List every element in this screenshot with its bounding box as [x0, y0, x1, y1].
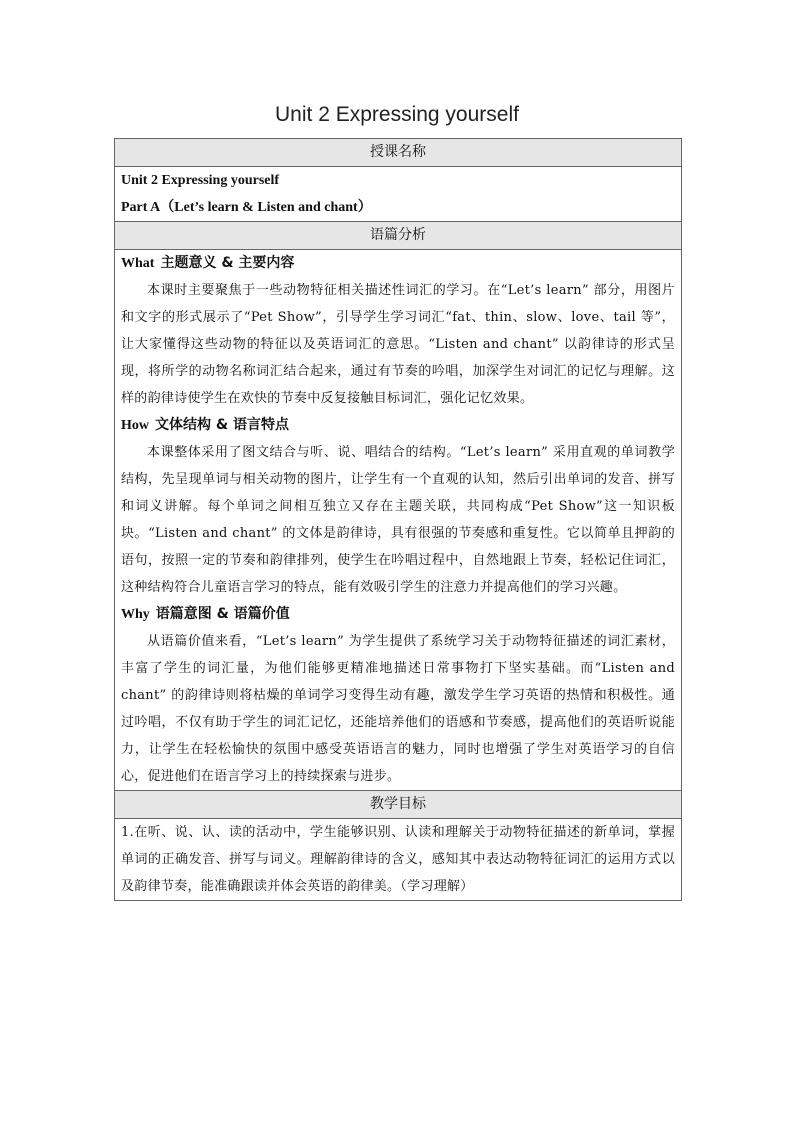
- goal-item: 1.在听、说、认、读的活动中，学生能够识别、认读和理解关于动物特征描述的新单词，掌握单词的正确发音、拼写与词义。理解韵律诗的含义，感知其中表达动物特征词汇的运用方式以及韵律节奏，能准确跟读并体会英语的韵律美。（学习理解）: [121, 825, 675, 894]
- text-analysis-cell: [115, 250, 682, 791]
- lesson-plan-table: [114, 138, 682, 901]
- how-paragraph: 本课整体采用了图文结合与听、说、唱结合的结构。“Let’s learn” 采用直观的单词教学结构，先呈现单词与相关动物的图片，让学生有一个直观的认知，然后引出单词的发音、拼写和词义讲解。每个单词之间相互独立又存在主题关联，共同构成“Pet Show”这一知识板块。“Listen and chant” 的文体是韵律诗，具有很强的节奏感和重复性。它以简单且押韵的语句，按照一定的节奏和韵律排列，使学生在吟唱过程中，自然地跟上节奏，轻松记住词汇，这种结构符合儿童语言学习的特点，能有效吸引学生的注意力并提高他们的学习兴趣。: [121, 445, 675, 595]
- how-heading: [121, 412, 675, 439]
- document-title: Unit 2 Expressing yourself: [275, 103, 519, 126]
- course-name-cell: [115, 167, 682, 222]
- course-part-line: Part A（Let’s learn & Listen and chant）: [121, 200, 372, 215]
- teaching-goals-header: 教学目标: [115, 791, 682, 819]
- why-heading: [121, 601, 675, 628]
- course-unit-line: Unit 2 Expressing yourself: [121, 173, 280, 188]
- how-heading-cn: 文体结构 & 语言特点: [155, 417, 289, 433]
- what-heading-en: What: [121, 256, 155, 271]
- what-heading-cn: 主题意义 & 主要内容: [160, 255, 295, 271]
- why-heading-en: Why: [121, 607, 150, 622]
- what-heading: [121, 250, 675, 277]
- how-heading-en: How: [121, 418, 149, 433]
- text-analysis-header: 语篇分析: [115, 222, 682, 250]
- what-paragraph: 本课时主要聚焦于一些动物特征相关描述性词汇的学习。在“Let’s learn” 部分，用图片和文字的形式展示了“Pet Show”，引导学生学习词汇“fat、thin、slow、love、tail 等”，让大家懂得这些动物的特征以及英语词汇的意思。“Listen and chant” 以韵律诗的形式呈现，将所学的动物名称词汇结合起来，通过有节奏的吟唱，加深学生对词汇的记忆与理解。这样的韵律诗使学生在欢快的节奏中反复接触目标词汇，强化记忆效果。: [121, 283, 675, 406]
- course-name-header: 授课名称: [115, 139, 682, 167]
- why-paragraph: 从语篇价值来看，“Let’s learn” 为学生提供了系统学习关于动物特征描述的词汇素材，丰富了学生的词汇量，为他们能够更精准地描述日常事物打下坚实基础。而“Listen and chant” 的韵律诗则将枯燥的单词学习变得生动有趣，激发学生学习英语的热情和积极性。通过吟唱，不仅有助于学生的词汇记忆，还能培养他们的语感和节奏感，提高他们的英语听说能力，让学生在轻松愉快的氛围中感受英语语言的魅力，同时也增强了学生对英语学习的自信心，促进他们在语言学习上的持续探索与进步。: [121, 634, 675, 784]
- teaching-goals-cell: [115, 819, 682, 901]
- why-heading-cn: 语篇意图 & 语篇价值: [155, 606, 290, 622]
